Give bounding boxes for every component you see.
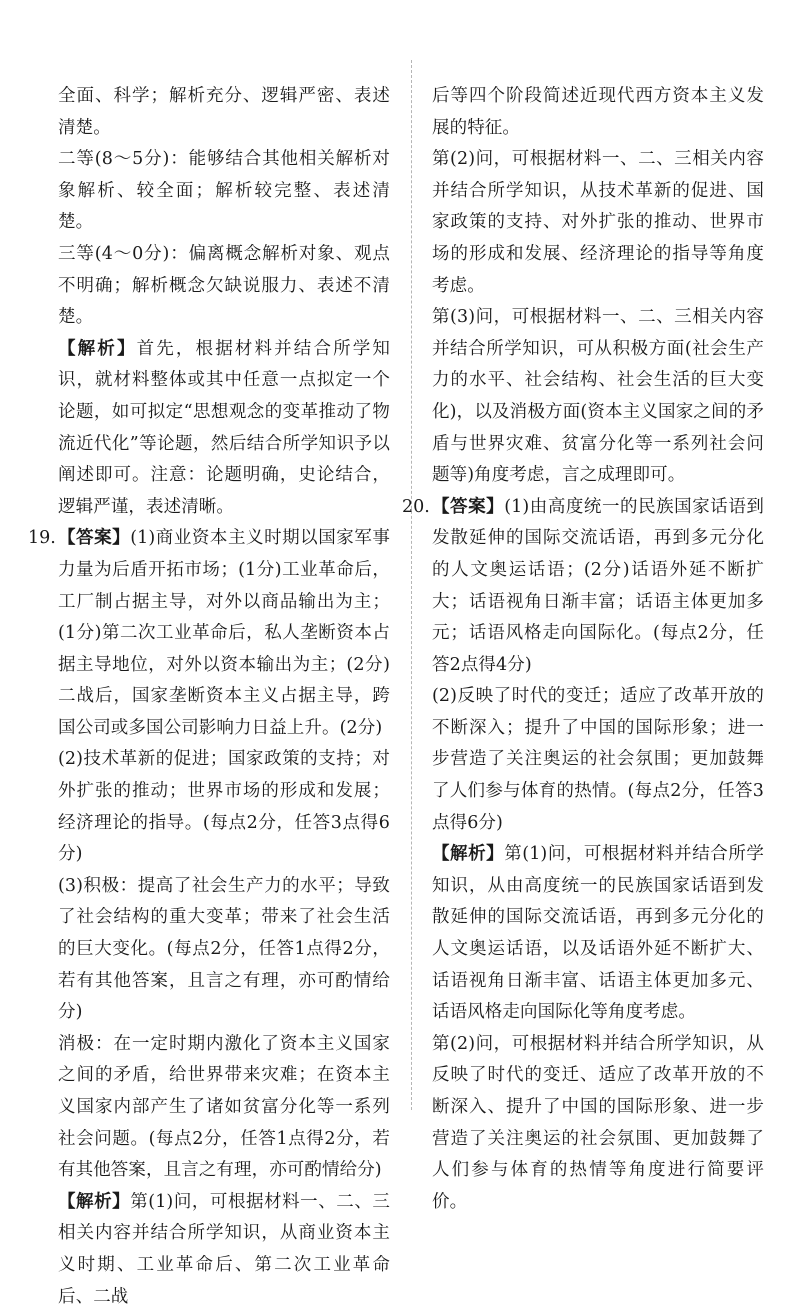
q20-answer-1-text: (1)由高度统一的民族国家话语到发散延伸的国际交流话语，再到多元分化的人文奥运话语；(2分)话语外延不断扩大；话语视角日渐丰富；话语主体更加多元；话语风格走向国际化。(每点2分，任答2点得4分)	[432, 496, 764, 675]
q19-answer-4: 消极：在一定时期内激化了资本主义国家之间的矛盾，给世界带来灾难；在资本主义国家内部产生了诸如贫富分化等一系列社会问题。(每点2分，任答1点得2分，若有其他答案，且言之有理，亦可酌情给分)	[58, 1033, 390, 1181]
q19-analysis	[58, 1187, 390, 1313]
q20-analysis	[432, 839, 764, 1029]
answer-tag: 【答案】	[432, 496, 505, 517]
grade-two-criteria: 二等(8～5分)：能够结合其他相关解析对象解析、较全面；解析较完整、表述清楚。	[58, 149, 390, 233]
grade-three-criteria: 三等(4～0分)：偏离概念解析对象、观点不明确；解析概念欠缺说服力、表述不清楚。	[58, 243, 390, 328]
analysis-tag: 【解析】	[58, 1191, 131, 1212]
q19-analysis-text: 第(1)问，可根据材料一、二、三相关内容并结合所学知识，从商业资本主义时期、工业革命后、第二次工业革命后、二战	[58, 1191, 390, 1307]
analysis-tag: 【解析】	[58, 338, 137, 359]
analysis-tag: 【解析】	[432, 844, 505, 865]
question-20: 20. 【答案】(1)由高度统一的民族国家话语到发散延伸的国际交流话语，再到多元分化的人文奥运话语；(2分)话语外延不断扩大；话语视角日渐丰富；话语主体更加多元；话语风格走向国际化。(每点2分，任答2点得4分)	[432, 492, 764, 682]
q20-analysis-text: 第(1)问，可根据材料并结合所学知识，从由高度统一的民族国家话语到发散延伸的国际交流话语，再到多元分化的人文奥运话语，以及话语外延不断扩大、话语视角日渐丰富、话语主体更加多元、话语风格走向国际化等角度考虑。	[432, 844, 764, 1023]
q20-answer-2: (2)反映了时代的变迁；适应了改革开放的不断深入；提升了中国的国际形象；进一步营造了关注奥运的社会氛围；更加鼓舞了人们参与体育的热情。(每点2分，任答3点得6分)	[432, 686, 764, 833]
q18-analysis-text: 首先，根据材料并结合所学知识，就材料整体或其中任意一点拟定一个论题，如可拟定“思想观念的变革推动了物流近代化”等论题，然后结合所学知识予以阐述即可。注意：论题明确，史论结合，逻辑严谨，表述清晰。	[58, 338, 390, 517]
q19-answer-1-text: (1)商业资本主义时期以国家军事力量为后盾开拓市场；(1分)工业革命后，工厂制占据主导，对外以商品输出为主；(1分)第二次工业革命后，私人垄断资本占据主导地位，对外以资本输出为主；(2分)二战后，国家垄断资本主义占据主导，跨国公司或多国公司影响力日益上升。(2分)	[58, 528, 390, 738]
left-column	[28, 81, 390, 1313]
q19-analysis-continued: 后等四个阶段简述近现代西方资本主义发展的特征。	[432, 86, 764, 138]
column-divider	[411, 60, 412, 1110]
grading-criteria-continued: 全面、科学；解析充分、逻辑严密、表述清楚。	[58, 86, 390, 138]
q19-answer-1	[58, 523, 390, 744]
right-column	[402, 81, 764, 1218]
q19-analysis-part3: 第(3)问，可根据材料一、二、三相关内容并结合所学知识，可从积极方面(社会生产力的水平、社会结构、社会生活的巨大变化)，以及消极方面(资本主义国家之间的矛盾与世界灾难、贫富分化等一系列社会问题等)角度考虑，言之成理即可。	[432, 307, 764, 486]
q20-analysis-part2: 第(2)问，可根据材料并结合所学知识，从反映了时代的变迁、适应了改革开放的不断深入、提升了中国的国际形象、进一步营造了关注奥运的社会氛围、更加鼓舞了人们参与体育的热情等角度进行简要评价。	[432, 1033, 764, 1212]
q19-analysis-part2: 第(2)问，可根据材料一、二、三相关内容并结合所学知识，从技术革新的促进、国家政策的支持、对外扩张的推动、世界市场的形成和发展、经济理论的指导等角度考虑。	[432, 149, 764, 296]
answer-tag: 【答案】	[58, 528, 131, 549]
question-19: 19. 【答案】(1)商业资本主义时期以国家军事力量为后盾开拓市场；(1分)工业革命后，工厂制占据主导，对外以商品输出为主；(1分)第二次工业革命后，私人垄断资本占据主导地位，对外以资本输出为主；(2分)二战后，国家垄断资本主义占据主导，跨国公司或多国公司影响力日益上升。(2分)	[58, 523, 390, 744]
q19-answer-2: (2)技术革新的促进；国家政策的支持；对外扩张的推动；世界市场的形成和发展；经济理论的指导。(每点2分，任答3点得6分)	[58, 749, 390, 865]
q20-answer-1	[432, 492, 764, 682]
q19-answer-3: (3)积极：提高了社会生产力的水平；导致了社会结构的重大变革；带来了社会生活的巨大变化。(每点2分，任答1点得2分，若有其他答案，且言之有理，亦可酌情给分)	[58, 875, 390, 1023]
q18-analysis	[58, 334, 390, 524]
